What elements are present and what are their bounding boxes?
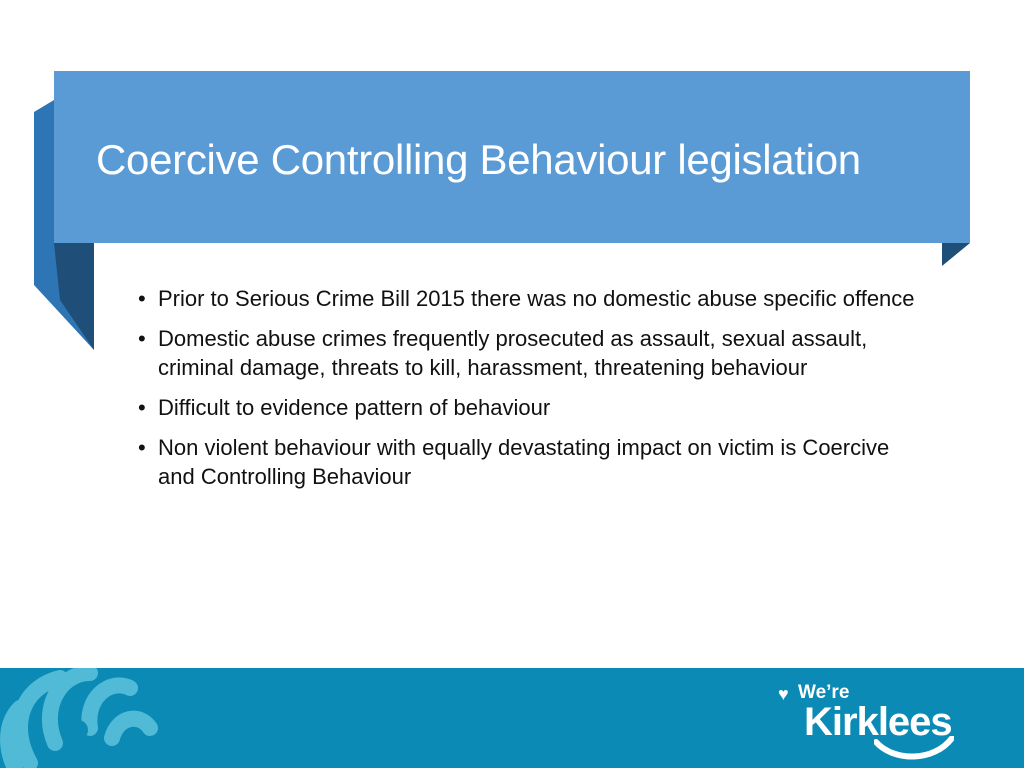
- ribbon-left-shadow: [54, 243, 94, 350]
- bullet-text: Prior to Serious Crime Bill 2015 there was no domestic abuse specific offence: [158, 286, 915, 311]
- bullet-text: Non violent behaviour with equally devastating impact on victim is Coercive and Controlling Behaviour: [158, 435, 890, 489]
- bullet-text: Difficult to evidence pattern of behaviour: [158, 395, 551, 420]
- bullet-marker: •: [138, 326, 146, 351]
- list-item: [138, 433, 918, 491]
- logo-kirklees: Kirklees: [804, 700, 952, 744]
- smile-swoosh-icon: [874, 736, 954, 762]
- list-item: [138, 284, 918, 313]
- list-item: [138, 324, 918, 382]
- swirl-logo-icon: [0, 668, 170, 768]
- bullet-marker: •: [138, 435, 146, 460]
- heart-icon: ♥: [778, 684, 789, 704]
- list-item: [138, 393, 918, 422]
- kirklees-logo: [776, 680, 976, 762]
- slide-title: Coercive Controlling Behaviour legislation: [96, 136, 861, 183]
- ribbon-right-fold: [942, 243, 970, 266]
- bullet-list: [138, 284, 918, 502]
- bullet-marker: •: [138, 286, 146, 311]
- bullet-marker: •: [138, 395, 146, 420]
- bullet-text: Domestic abuse crimes frequently prosecuted as assault, sexual assault, criminal damage, threats to kill, harassment, threatening behaviour: [158, 326, 868, 380]
- logo-were: We’re: [798, 682, 850, 703]
